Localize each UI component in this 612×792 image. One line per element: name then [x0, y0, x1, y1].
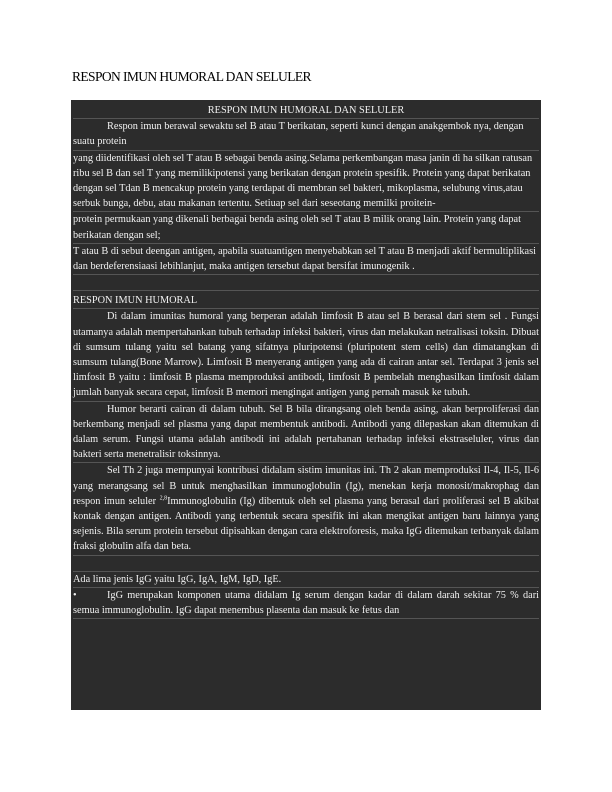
- humoral-heading: RESPON IMUN HUMORAL: [73, 293, 539, 309]
- humoral-paragraph-2: Humor berarti cairan di dalam tubuh. Sel B bila dirangsang oleh benda asing, akan berproliferasi dan berkembang menjadi sel plasma yang dapat membentuk antibodi. Antibodi yang dilepaskan akan ditemukan di dalam serum. Fungsi utama adalah antibodi ini adalah pertahanan terhadap infeksi ekstraseluler, virus dan bakteri serta menetralisir toksinnya.: [73, 402, 539, 464]
- ig-intro: Ada lima jenis IgG yaitu IgG, IgA, IgM, IgD, IgE.: [73, 572, 539, 588]
- humoral-paragraph-3-part-a: Sel Th 2 juga mempunyai kontribusi didalam sistim imunitas ini. Th 2 akan memproduksi Il-4, Il-5, Il-6 yang merangsang sel B untuk menghasilkan immunoglobulin (Ig), menekan kerja monosit/makrophag dan respon imun seluler: [73, 465, 539, 507]
- ig-list-item: [73, 588, 539, 619]
- spacer-row: [73, 275, 539, 291]
- document-title: RESPON IMUN HUMORAL DAN SELULER: [72, 69, 311, 84]
- intro-paragraph-1: Respon imun berawal sewaktu sel B atau T berikatan, seperti kunci dengan anakgembok nya, dengan suatu protein: [73, 119, 539, 150]
- humoral-paragraph-3: [73, 463, 539, 555]
- intro-paragraph-3: protein permukaan yang dikenali berbagai benda asing oleh sel T atau B milik orang lain. Protein yang dapat berikatan dengan sel;: [73, 212, 539, 243]
- ig-item-text: IgG merupakan komponen utama didalam Ig serum dengan kadar di dalam darah sekitar 75 % dari semua immunoglobulin. IgG dapat menembus plasenta dan masuk ke fetus dan: [73, 589, 539, 617]
- humoral-paragraph-3-part-b: Immunoglobulin (Ig) dibentuk oleh sel plasma yang berasal dari proliferasi sel B akibat kontak dengan antigen. Antibodi yang terbentuk secara spesifik ini akan mengikat antigen baru lainnya yang sejenis. Bila serum protein tersebut dipisahkan dengan cara elektroforesis, maka IgG ditemukan terbanyak dalam fraksi globulin alfa dan beta.: [73, 495, 539, 553]
- humoral-paragraph-1: Di dalam imunitas humoral yang berperan adalah limfosit B atau sel B berasal dari stem sel . Fungsi utamanya adalah mempertahankan tubuh terhadap infeksi bakteri, virus dan melakukan netralisasi toksin. Dibuat di sumsum tulang yaitu sel batang yang sifatnya pluripotensi (pluripotent stem cells) dan dimatangkan di sumsum tulang(Bone Marrow). Limfosit B menyerang antigen yang ada di cairan antar sel. Terdapat 3 jenis sel limfosit B yaitu : limfosit B plasma memproduksi antibodi, limfosit B pembelah menghasilkan limfosit dalam jumlah banyak secara cepat, limfosit B memori mengingat antigen yang pernah masuk ke tubuh.: [73, 309, 539, 401]
- content-heading: RESPON IMUN HUMORAL DAN SELULER: [73, 103, 539, 119]
- intro-paragraph-2: yang diidentifikasi oleh sel T atau B sebagai benda asing.Selama perkembangan masa janin di ha silkan ratusan ribu sel B dan sel T yang memilikipotensi yang berikatan dengan protein spesifik. Protein yang dapat berikatan dengan sel Tdan B mencakup protein yang terdapat di membran sel bakteri, mikoplasma, selubung virus,atau serbuk bunga, debu, atau makanan tertentu. Setiuap sel dari seseotang memilki proitein-: [73, 151, 539, 213]
- document-content: [71, 100, 541, 710]
- bullet-icon: •: [73, 589, 77, 601]
- spacer-row: [73, 556, 539, 572]
- citation-superscript: 2,8: [159, 495, 168, 502]
- intro-paragraph-4: T atau B di sebut deengan antigen, apabila suatuantigen menyebabkan sel T atau B menjadi aktif bermultiplikasi dan berdeferensiaasi lebihlanjut, maka antigen tersebut dapat bersifat imunogenik .: [73, 244, 539, 275]
